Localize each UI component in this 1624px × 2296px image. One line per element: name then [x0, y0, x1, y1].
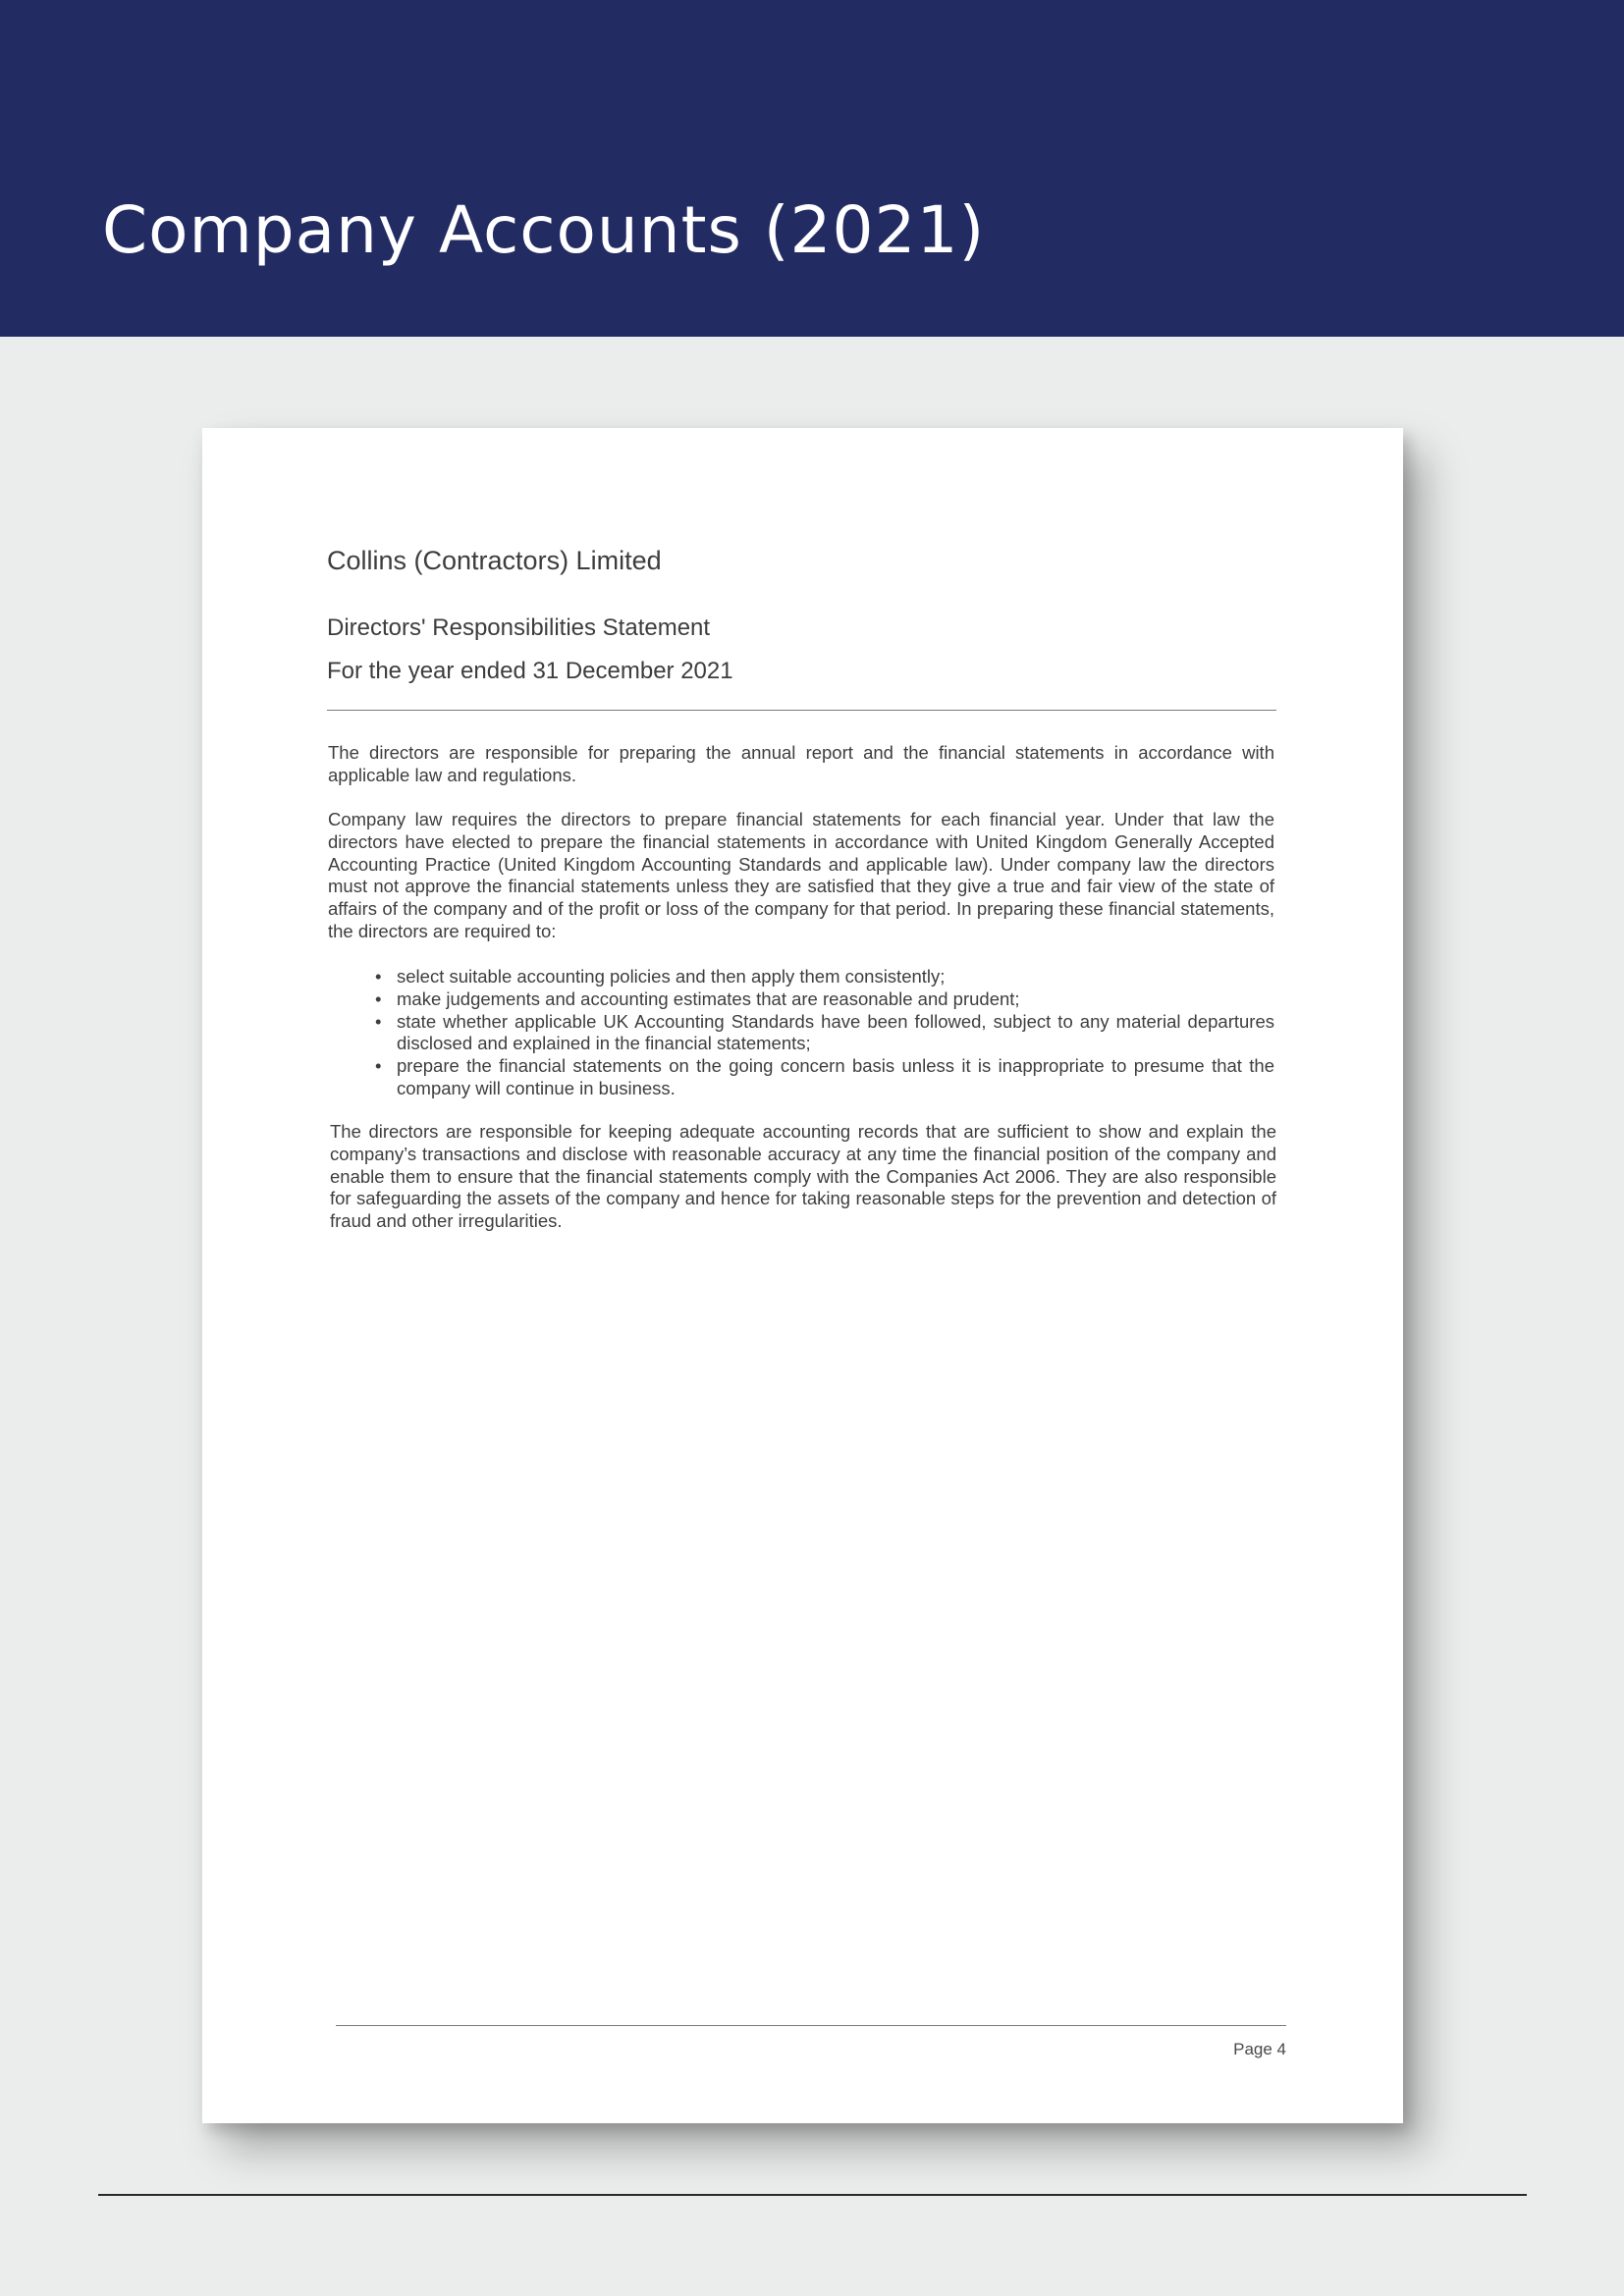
- paragraph-2: Company law requires the directors to prepare financial statements for each financial year. Under that law the directors have elected to prepare the financial statements in accordance with United Kingdom Generally Accepted Accounting Practice (United Kingdom Accounting Standards and applicable law). Under company law the directors must not approve the financial statements unless they are satisfied that they give a true and fair view of the state of affairs of the company and of the profit or loss of the company for that period. In preparing these financial statements, the directors are required to:: [328, 809, 1274, 941]
- list-item: • make judgements and accounting estimates that are reasonable and prudent;: [397, 988, 1274, 1011]
- list-item: • prepare the financial statements on the going concern basis unless it is inappropriate to presume that the company will continue in business.: [397, 1055, 1274, 1100]
- responsibilities-list: [397, 966, 1274, 1100]
- header-band: [0, 0, 1624, 337]
- page-number: Page 4: [1233, 2040, 1286, 2058]
- page-footer-rule: [98, 2194, 1527, 2196]
- company-name: Collins (Contractors) Limited: [327, 546, 662, 575]
- paragraph-3: The directors are responsible for keeping adequate accounting records that are sufficient to show and explain the company’s transactions and disclose with reasonable accuracy at any time the financial position of the company and enable them to ensure that the financial statements comply with the Companies Act 2006. They are also responsible for safeguarding the assets of the company and hence for taking reasonable steps for the prevention and detection of fraud and other irregularities.: [330, 1121, 1276, 1232]
- header-divider: [327, 710, 1276, 711]
- paragraph-1: The directors are responsible for preparing the annual report and the financial statements in accordance with applicable law and regulations.: [328, 742, 1274, 785]
- statement-period: For the year ended 31 December 2021: [327, 658, 733, 684]
- page-title: Company Accounts (2021): [102, 192, 986, 268]
- statement-title: Directors' Responsibilities Statement: [327, 614, 711, 641]
- document-page: [202, 428, 1403, 2123]
- list-item: • select suitable accounting policies and then apply them consistently;: [397, 966, 1274, 988]
- list-item: • state whether applicable UK Accounting Standards have been followed, subject to any material departures disclosed and explained in the financial statements;: [397, 1011, 1274, 1056]
- footer-divider: [336, 2025, 1286, 2026]
